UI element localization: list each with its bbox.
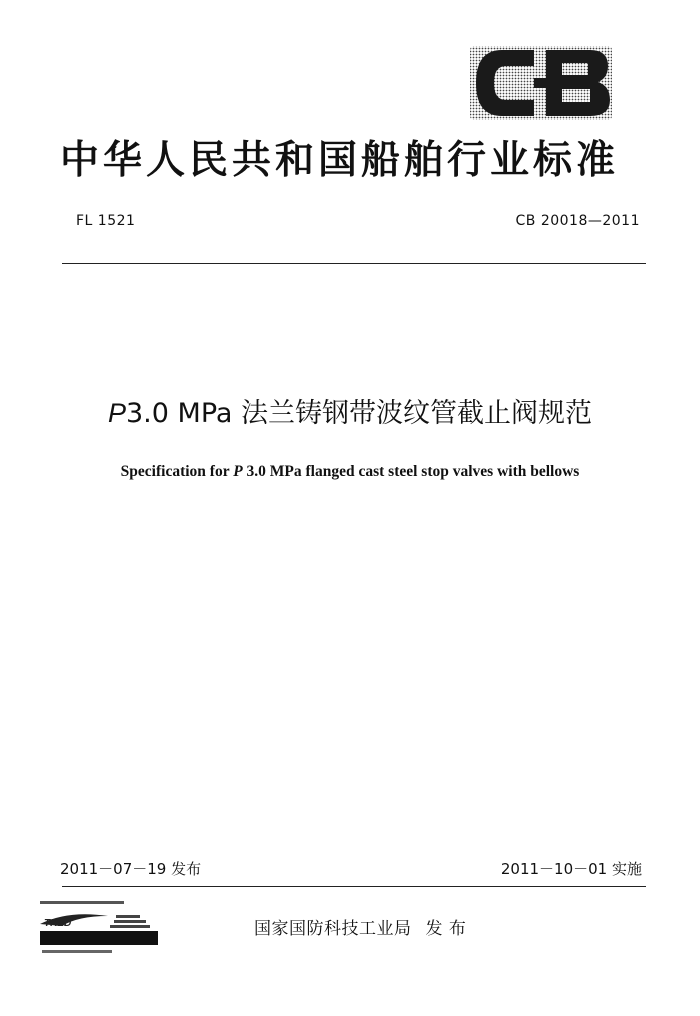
publisher: [254, 914, 466, 939]
title-variable: P: [107, 398, 126, 428]
document-title: [0, 396, 700, 431]
badge-label: TRED: [44, 918, 72, 929]
classification-code: FL 1521: [76, 213, 136, 229]
subtitle-prefix: Specification for: [120, 463, 234, 480]
badge-icon: [38, 898, 160, 960]
subtitle-rest: 3.0 MPa flanged cast steel stop valves with bellows: [242, 463, 580, 480]
standard-number: CB 20018—2011: [515, 213, 640, 229]
document-subtitle: [0, 463, 700, 481]
header-title: 中华人民共和国船舶行业标准: [60, 138, 620, 183]
implementation-date: 2011－10－01 实施: [500, 860, 642, 878]
top-divider: [62, 263, 646, 264]
publisher-name: 国家国防科技工业局: [254, 919, 412, 939]
cb-logo-icon: [466, 44, 616, 122]
publisher-action: 发 布: [425, 919, 467, 939]
title-rest: 3.0 MPa 法兰铸钢带波纹管截止阀规范: [126, 398, 593, 429]
bottom-divider: [62, 886, 646, 887]
subtitle-variable: P: [233, 463, 243, 480]
cb-logo: [466, 44, 616, 122]
anti-counterfeit-badge: [38, 898, 160, 960]
issue-date: 2011－07－19 发布: [60, 860, 202, 878]
